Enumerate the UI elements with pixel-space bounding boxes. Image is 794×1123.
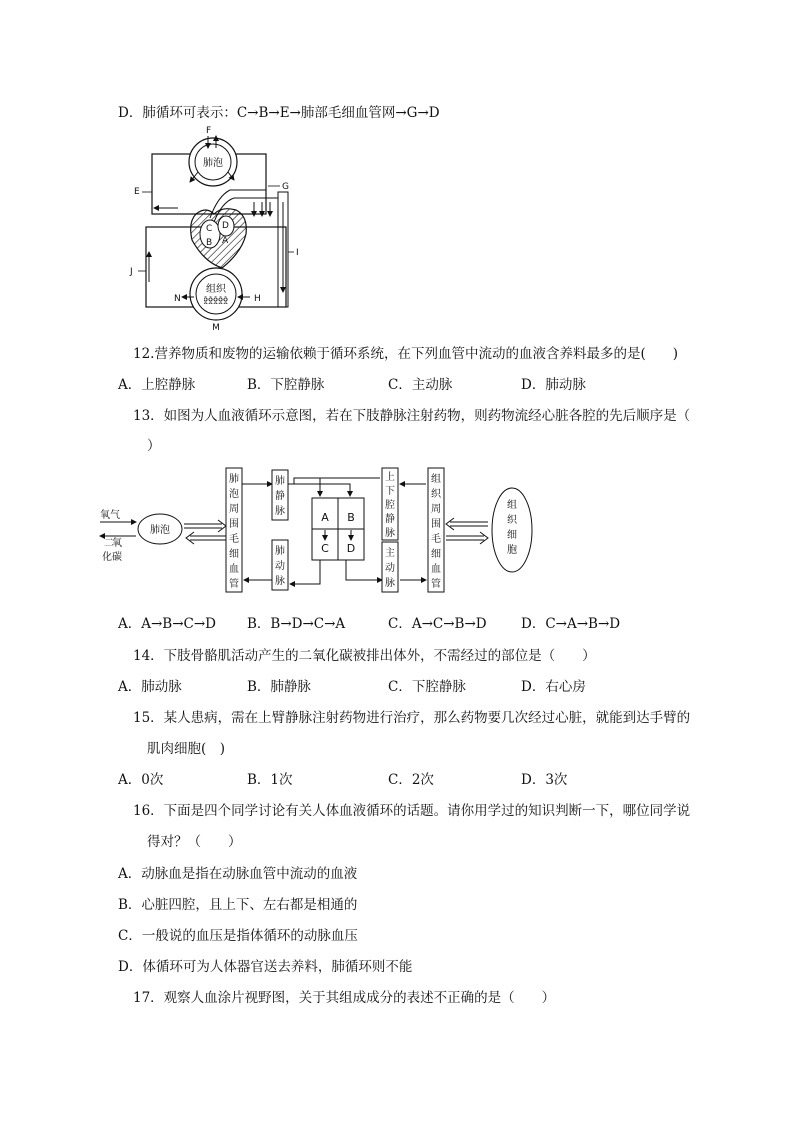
- fig2-cava-1: 下: [385, 486, 395, 497]
- fig2-co2-1: 二: [104, 538, 114, 549]
- q13-option-c: C．A→C→B→D: [388, 616, 487, 632]
- fig1-label-d: D: [222, 221, 229, 231]
- fig2-tissuecell-1: 织: [507, 515, 517, 526]
- fig2-tissuecap-6: 血: [431, 564, 441, 575]
- fig2-cava-2: 腔: [385, 500, 395, 511]
- fig2-aorta-0: 主: [385, 548, 395, 559]
- q17-stem: 17．观察人血涂片视野图，关于其组成成分的表述不正确的是（ ）: [133, 990, 556, 1006]
- fig1-label-n: N: [174, 294, 181, 304]
- q15-option-b: B．1次: [247, 772, 293, 788]
- q12-option-a: A．上腔静脉: [118, 377, 196, 393]
- fig2-lungcap-0: 肺: [229, 474, 239, 485]
- fig2-pulmvein-2: 脉: [275, 506, 285, 517]
- fig2-aorta-1: 动: [385, 563, 395, 574]
- fig2-lungcap-1: 泡: [229, 489, 239, 500]
- fig1-alveolus-label: 肺泡: [203, 158, 223, 169]
- fig2-alveolus: 肺泡: [150, 525, 170, 536]
- fig2-tissuecap-4: 毛: [431, 534, 441, 545]
- q16-option-b: B．心脏四腔，且上下、左右都是相通的: [118, 897, 358, 913]
- fig2-chamber-a: A: [321, 511, 329, 524]
- fig1-label-m: M: [212, 323, 220, 333]
- q14-option-c: C．下腔静脉: [388, 679, 466, 695]
- fig1-label-b: B: [206, 238, 213, 248]
- fig2-co2-3: 化碳: [102, 552, 122, 563]
- fig2-lungcap-5: 细: [229, 549, 239, 560]
- q16-option-a: A．动脉血是指在动脉血管中流动的血液: [118, 866, 358, 882]
- q13-stem-line1: 13．如图为人血液循环示意图，若在下肢静脉注射药物，则药物流经心脏各腔的先后顺序是（: [133, 408, 691, 424]
- q13-option-d: D．C→A→B→D: [521, 616, 621, 632]
- fig2-tissuecap-1: 织: [431, 489, 441, 500]
- fig2-tissuecap-2: 周: [431, 504, 441, 515]
- option-d-text: D．肺循环可表示：C→B→E→肺部毛细血管网→G→D: [118, 105, 440, 121]
- fig2-lungcap-7: 管: [229, 579, 239, 590]
- q15-stem-line2: 肌肉细胞( ): [147, 741, 226, 757]
- blood-circulation-schematic: [98, 462, 558, 602]
- q12-option-d: D．肺动脉: [521, 377, 586, 393]
- q12-stem: 12.营养物质和废物的运输依赖于循环系统，在下列血管中流动的血液含养料最多的是( ): [133, 346, 679, 362]
- fig2-pulmart-0: 肺: [275, 546, 285, 557]
- q15-option-c: C．2次: [388, 772, 434, 788]
- q15-option-a: A．0次: [118, 772, 164, 788]
- q16-stem-line2: 得对？（ ）: [147, 834, 242, 850]
- q13-stem-line2: ）: [147, 438, 161, 454]
- fig2-chamber-b: B: [347, 511, 355, 524]
- q14-stem: 14．下肢骨骼肌活动产生的二氧化碳被排出体外，不需经过的部位是（ ）: [133, 648, 596, 664]
- fig1-label-f: F: [206, 126, 212, 136]
- fig2-pulmvein-0: 肺: [275, 476, 285, 487]
- fig1-label-g: G: [282, 182, 289, 192]
- q12-option-b: B．下腔静脉: [247, 377, 325, 393]
- q16-option-d: D．体循环可为人体器官送去养料，肺循环则不能: [118, 959, 413, 975]
- fig2-cava-0: 上: [385, 472, 395, 483]
- fig2-tissuecell-2: 细: [507, 530, 517, 541]
- fig1-tissue-label: 组织: [206, 284, 226, 295]
- q14-option-a: A．肺动脉: [118, 679, 182, 695]
- q12-option-c: C．主动脉: [388, 377, 453, 393]
- q16-stem-line1: 16．下面是四个同学讨论有关人体血液循环的话题。请你用学过的知识判断一下，哪位同学说: [133, 803, 691, 819]
- q13-option-a: A．A→B→C→D: [118, 616, 217, 632]
- fig2-tissuecap-3: 围: [431, 519, 441, 530]
- q16-option-c: C．一般说的血压是指体循环的动脉血压: [118, 928, 358, 944]
- fig2-cava-4: 脉: [385, 528, 395, 539]
- fig2-chamber-d: D: [346, 542, 356, 555]
- q15-stem-line1: 15．某人患病，需在上臂静脉注射药物进行治疗，那么药物要几次经过心脏，就能到达手臂的: [133, 710, 691, 726]
- fig2-pulmart-1: 动: [275, 561, 285, 572]
- q15-option-d: D．3次: [521, 772, 568, 788]
- fig1-label-c: C: [206, 224, 213, 234]
- fig2-oxygen: 氧气: [100, 510, 120, 521]
- fig1-label-j: J: [130, 267, 133, 277]
- fig2-pulmvein-1: 静: [275, 491, 285, 502]
- fig2-aorta-2: 脉: [385, 578, 395, 589]
- q14-option-d: D．右心房: [521, 679, 586, 695]
- fig2-tissuecap-7: 管: [431, 579, 441, 590]
- q14-option-b: B．肺静脉: [247, 679, 311, 695]
- fig2-chamber-c: C: [321, 542, 329, 555]
- fig2-co2-2: 氧: [112, 538, 122, 549]
- fig1-label-e: E: [134, 187, 140, 197]
- fig2-tissuecell-0: 组: [507, 500, 517, 511]
- fig2-lungcap-3: 围: [229, 519, 239, 530]
- fig2-tissuecell-3: 胞: [507, 545, 517, 556]
- fig1-label-i: I: [296, 248, 299, 258]
- fig2-lungcap-2: 周: [229, 504, 239, 515]
- fig2-tissuecap-0: 组: [431, 474, 441, 485]
- fig2-lungcap-6: 血: [229, 564, 239, 575]
- circulation-diagram: [118, 122, 318, 334]
- fig1-label-a: A: [222, 236, 229, 246]
- fig2-pulmart-2: 脉: [275, 576, 285, 587]
- fig2-lungcap-4: 毛: [229, 534, 239, 545]
- fig2-tissuecap-5: 细: [431, 549, 441, 560]
- fig1-label-h: H: [254, 294, 261, 304]
- q13-option-b: B．B→D→C→A: [247, 616, 346, 632]
- fig2-cava-3: 静: [385, 514, 395, 525]
